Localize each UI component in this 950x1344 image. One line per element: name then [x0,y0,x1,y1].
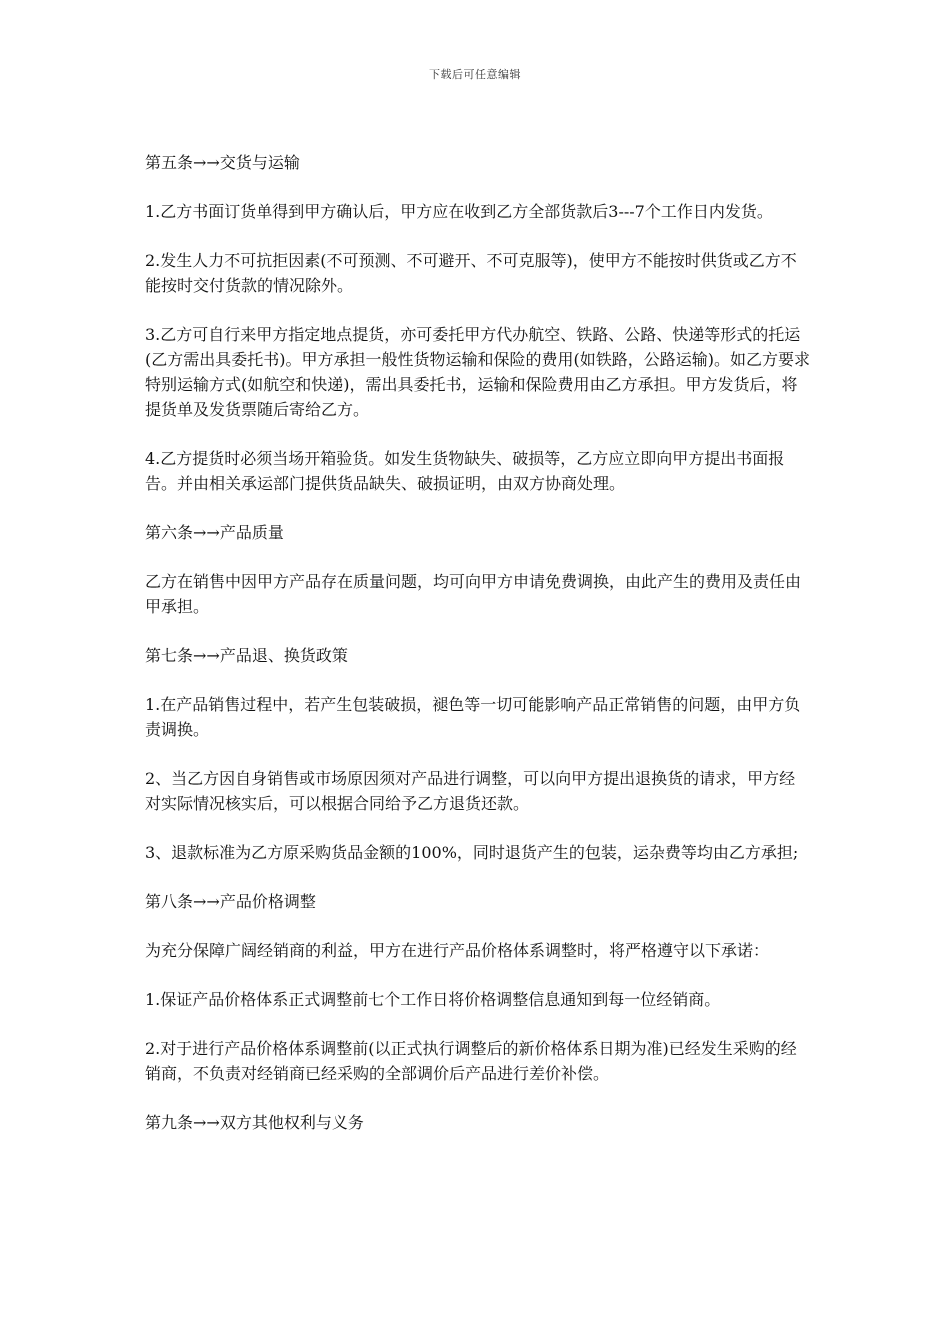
section-heading-5: 第五条→→交货与运输 [145,153,300,172]
clause-5-3: 3.乙方可自行来甲方指定地点提货，亦可委托甲方代办航空、铁路、公路、快递等形式的托运(乙方需出具委托书)。甲方承担一般性货物运输和保险的费用(如铁路，公路运输)。如乙方要求特别运输方式(如航空和快递)，需出具委托书，运输和保险费用由乙方承担。甲方发货后，将提货单及发货票随后寄给乙方。 [145,325,810,419]
section-heading-6: 第六条→→产品质量 [145,523,284,542]
clause-8-1: 1.保证产品价格体系正式调整前七个工作日将价格调整信息通知到每一位经销商。 [145,990,721,1009]
clause-5-4: 4.乙方提货时必须当场开箱验货。如发生货物缺失、破损等，乙方应立即向甲方提出书面报告。并由相关承运部门提供货品缺失、破损证明，由双方协商处理。 [145,449,785,493]
page-header-note: 下载后可任意编辑 [429,68,521,81]
clause-5-2: 2.发生人力不可抗拒因素(不可预测、不可避开、不可克服等)，使甲方不能按时供货或乙方不能按时交付货款的情况除外。 [145,251,797,295]
clause-7-1: 1.在产品销售过程中，若产生包装破损，褪色等一切可能影响产品正常销售的问题，由甲方负责调换。 [145,695,801,739]
section-heading-7: 第七条→→产品退、换货政策 [145,646,348,665]
clause-7-2: 2、当乙方因自身销售或市场原因须对产品进行调整，可以向甲方提出退换货的请求，甲方经对实际情况核实后，可以根据合同给予乙方退货还款。 [145,769,796,813]
clause-5-1: 1.乙方书面订货单得到甲方确认后，甲方应在收到乙方全部货款后3---7个工作日内发货。 [145,202,773,221]
clause-6-1: 乙方在销售中因甲方产品存在质量问题，均可向甲方申请免费调换，由此产生的费用及责任由甲承担。 [145,572,802,616]
document-body [145,150,810,1159]
section-heading-9: 第九条→→双方其他权利与义务 [145,1113,364,1132]
clause-8-2: 2.对于进行产品价格体系调整前(以正式执行调整后的新价格体系日期为准)已经发生采购的经销商，不负责对经销商已经采购的全部调价后产品进行差价补偿。 [145,1039,797,1083]
clause-7-3: 3、退款标准为乙方原采购货品金额的100%，同时退货产生的包装，运杂费等均由乙方承担; [145,843,799,862]
clause-8-intro: 为充分保障广阔经销商的利益，甲方在进行产品价格体系调整时，将严格遵守以下承诺： [145,941,770,960]
section-heading-8: 第八条→→产品价格调整 [145,892,316,911]
